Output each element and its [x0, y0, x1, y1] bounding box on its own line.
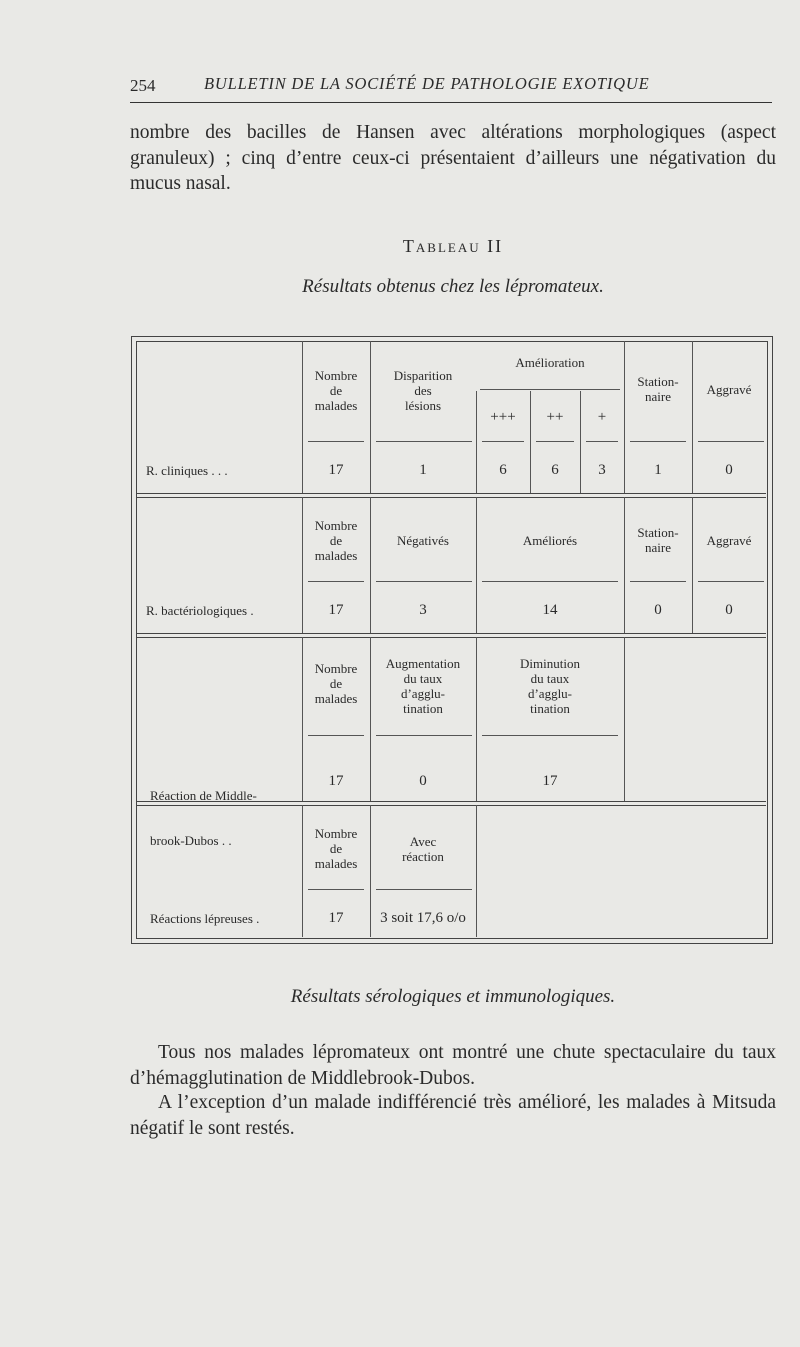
- section-divider: [136, 493, 766, 498]
- paragraph-2: Tous nos malades lépromateux ont montré une chute spectaculaire du taux d’hémagglutination de Middlebrook-Dubos.: [130, 1042, 776, 1089]
- clinical-value-aggrave: 0: [725, 462, 733, 478]
- bacterio-header-stationnaire: Station- naire: [637, 525, 679, 555]
- middlebrook-header-diminution: Diminution du taux d’agglu- tination: [520, 656, 580, 716]
- clinical-header-amelioration: Amélioration: [515, 355, 585, 370]
- clinical-header-plus3: +++: [490, 409, 516, 425]
- lepreuses-row-label: Réactions lépreuses .: [150, 911, 260, 926]
- clinical-value-plus2: 6: [551, 462, 559, 478]
- bacterio-header-ameliores: Améliorés: [522, 533, 578, 548]
- clinical-header-stationnaire: Station- naire: [637, 374, 679, 404]
- section-title: Résultats sérologiques et immunologiques.: [290, 986, 616, 1007]
- middlebrook-row-label: Réaction de Middle- brook-Dubos . .: [150, 788, 257, 848]
- middlebrook-header-augmentation: Augmentation du taux d’agglu- tination: [385, 656, 461, 716]
- bacterio-header-nombre: Nombre de malades: [314, 518, 358, 563]
- lepreuses-value-nombre: 17: [328, 910, 344, 926]
- bacterio-row-label: R. bactériologiques .: [146, 603, 254, 618]
- clinical-header-disparition: Disparition des lésions: [393, 368, 453, 413]
- table-title: Tableau II: [402, 236, 504, 256]
- bacterio-value-nombre: 17: [328, 602, 344, 618]
- page-number: 254: [130, 76, 156, 95]
- clinical-value-plus3: 6: [499, 462, 507, 478]
- middlebrook-header-nombre: Nombre de malades: [314, 661, 358, 706]
- paragraph-3: A l’exception d’un malade indifférencié très amélioré, les malades à Mitsuda négatif le sont restés.: [130, 1092, 776, 1139]
- clinical-header-aggrave: Aggravé: [706, 382, 752, 397]
- running-head: [130, 72, 772, 103]
- clinical-value-stationnaire: 1: [654, 462, 662, 478]
- lepreuses-header-avec: Avec réaction: [402, 834, 444, 864]
- table-subtitle: Résultats obtenus chez les lépromateux.: [302, 276, 604, 297]
- bacterio-value-ameliores: 14: [542, 602, 558, 618]
- section-divider: [136, 633, 766, 638]
- bacterio-header-aggrave: Aggravé: [706, 533, 752, 548]
- bacterio-value-negatives: 3: [419, 602, 427, 618]
- section-divider: [136, 801, 766, 806]
- lepreuses-value-avec: 3 soit 17,6 o/o: [380, 910, 466, 926]
- clinical-header-plus2: ++: [546, 409, 564, 425]
- bacterio-header-negatives: Négativés: [397, 533, 449, 548]
- intro-paragraph: nombre des bacilles de Hansen avec altérations morphologiques (aspect granuleux) ; cinq d’entre ceux-ci présentaient d’ailleurs une négativation du mucus nasal.: [130, 122, 776, 194]
- bacterio-value-aggrave: 0: [725, 602, 733, 618]
- clinical-header-plus1: +: [597, 409, 607, 425]
- middlebrook-value-diminution: 17: [542, 773, 558, 789]
- clinical-value-plus1: 3: [598, 462, 606, 478]
- lepreuses-header-nombre: Nombre de malades: [314, 826, 358, 871]
- clinical-header-nombre: Nombre de malades: [314, 368, 358, 413]
- clinical-value-disparition: 1: [419, 462, 427, 478]
- clinical-row-label: R. cliniques . . .: [146, 463, 228, 478]
- clinical-value-nombre: 17: [328, 462, 344, 478]
- journal-title: BULLETIN DE LA SOCIÉTÉ DE PATHOLOGIE EXOTIQUE: [204, 74, 650, 93]
- bacterio-value-stationnaire: 0: [654, 602, 662, 618]
- middlebrook-value-augmentation: 0: [419, 773, 427, 789]
- middlebrook-value-nombre: 17: [328, 773, 344, 789]
